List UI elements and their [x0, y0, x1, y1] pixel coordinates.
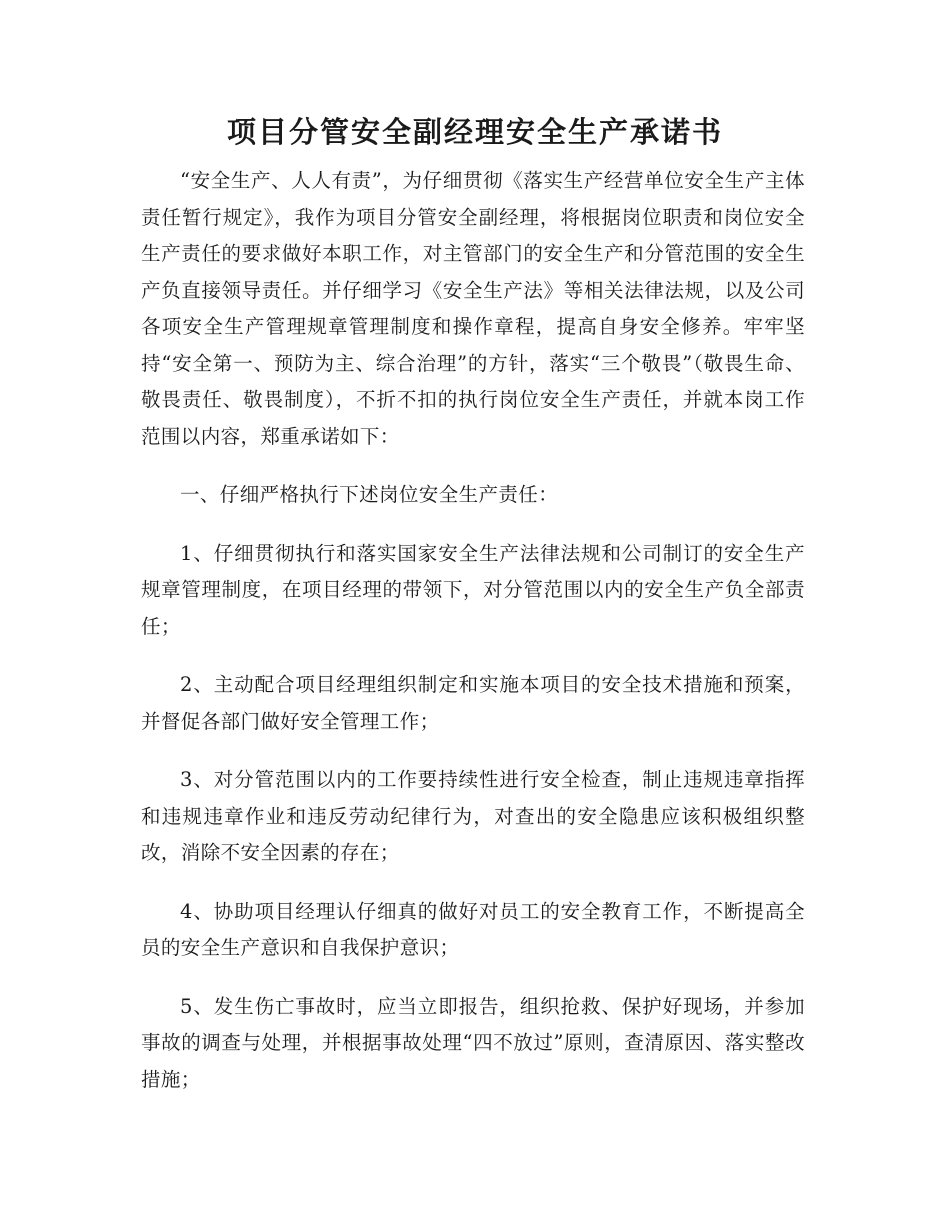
responsibility-item: 2、主动配合项目经理组织制定和实施本项目的安全技术措施和预案，并督促各部门做好安全管理工作； [141, 673, 805, 733]
responsibility-item: 4、协助项目经理认仔细真的做好对员工的安全教育工作，不断提高全员的安全生产意识和自我保护意识； [141, 899, 805, 959]
intro-paragraph: “安全生产、人人有责”，为仔细贯彻《落实生产经营单位安全生产主体责任暂行规定》，我作为项目分管安全副经理，将根据岗位职责和岗位安全生产责任的要求做好本职工作，对主管部门的安全生产和分管范围的安全生产负直接领导责任。并仔细学习《安全生产法》等相关法律法规，以及公司各项安全生产管理规章管理制度和操作章程，提高自身安全修养。牢牢坚持“安全第一、预防为主、综合治理”的方针，落实“三个敬畏”（敬畏生命、敬畏责任、敬畏制度），不折不扣的执行岗位安全生产责任，并就本岗工作范围以内容，郑重承诺如下： [141, 169, 805, 448]
responsibility-item: 5、发生伤亡事故时，应当立即报告，组织抢救、保护好现场，并参加事故的调查与处理，并根据事故处理“四不放过”原则，查清原因、落实整改措施； [141, 994, 805, 1091]
responsibility-item: 1、仔细贯彻执行和落实国家安全生产法律法规和公司制订的安全生产规章管理制度，在项目经理的带领下，对分管范围以内的安全生产负全部责任； [141, 541, 805, 638]
document-title: 项目分管安全副经理安全生产承诺书 [226, 115, 723, 149]
responsibility-item: 3、对分管范围以内的工作要持续性进行安全检查，制止违规违章指挥和违规违章作业和违反劳动纪律行为，对查出的安全隐患应该积极组织整改，消除不安全因素的存在； [141, 768, 805, 864]
section-heading: 一、仔细严格执行下述岗位安全生产责任： [180, 483, 559, 506]
document-body [141, 163, 805, 1120]
